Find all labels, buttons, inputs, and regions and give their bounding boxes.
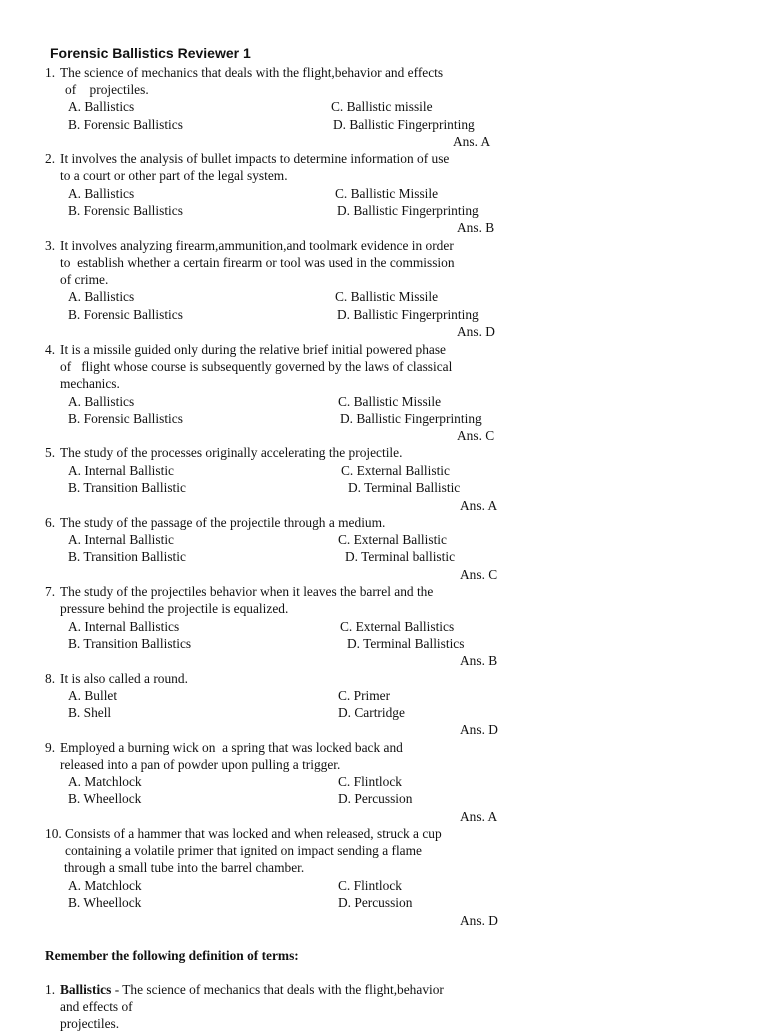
option-c: C. Ballistic Missile xyxy=(335,186,439,201)
option-a: A. Internal Ballistic xyxy=(68,463,174,478)
option-c: C. Ballistic Missile xyxy=(335,289,439,304)
question-text: to a court or other part of the legal system. xyxy=(60,168,288,183)
question-text: It involves analyzing firearm,ammunition,and toolmark evidence in order xyxy=(60,238,454,253)
question-text: The study of the projectiles behavior when it leaves the barrel and the xyxy=(60,584,434,599)
question-text: of flight whose course is subsequently governed by the laws of classical xyxy=(60,359,453,374)
answer: Ans. A xyxy=(453,134,491,149)
option-d: D. Terminal Ballistics xyxy=(347,636,465,651)
question-number: 8. xyxy=(45,671,56,686)
option-a: A. Internal Ballistics xyxy=(68,619,180,634)
option-b: B. Transition Ballistic xyxy=(68,549,186,564)
option-d: D. Percussion xyxy=(338,791,413,806)
option-b: B. Forensic Ballistics xyxy=(68,411,183,426)
definition-number: 1. xyxy=(45,982,56,997)
question-number: 2. xyxy=(45,151,56,166)
question-number: 7. xyxy=(45,584,56,599)
definition-text: projectiles. xyxy=(60,1016,120,1031)
question-text: It is a missile guided only during the relative brief initial powered phase xyxy=(60,342,446,357)
option-a: A. Matchlock xyxy=(68,878,142,893)
question-number: 3. xyxy=(45,238,56,253)
question-text: The study of the processes originally accelerating the projectile. xyxy=(60,445,403,460)
question-text: pressure behind the projectile is equalized. xyxy=(60,601,289,616)
answer: Ans. D xyxy=(457,324,495,339)
option-b: B. Forensic Ballistics xyxy=(68,117,183,132)
option-d: D. Ballistic Fingerprinting xyxy=(337,307,479,322)
option-c: C. External Ballistic xyxy=(341,463,450,478)
page-title: Forensic Ballistics Reviewer 1 xyxy=(50,45,251,61)
option-d: D. Terminal Ballistic xyxy=(348,480,461,495)
option-b: B. Wheellock xyxy=(68,791,142,806)
definitions-heading: Remember the following definition of terms: xyxy=(45,948,299,963)
option-a: A. Bullet xyxy=(68,688,118,703)
question-text: The science of mechanics that deals with the flight,behavior and effects xyxy=(60,65,444,80)
option-b: B. Transition Ballistic xyxy=(68,480,186,495)
question-text: through a small tube into the barrel chamber. xyxy=(64,860,305,875)
question-number: 4. xyxy=(45,342,56,357)
option-c: C. Flintlock xyxy=(338,774,402,789)
option-b: B. Forensic Ballistics xyxy=(68,307,183,322)
option-b: B. Wheellock xyxy=(68,895,142,910)
option-a: A. Ballistics xyxy=(68,99,135,114)
option-b: B. Shell xyxy=(68,705,112,720)
option-b: B. Transition Ballistics xyxy=(68,636,192,651)
question-number: 6. xyxy=(45,515,56,530)
option-d: D. Cartridge xyxy=(338,705,405,720)
definition-text: - The science of mechanics that deals with the flight,behavior xyxy=(111,982,444,997)
question-text: of projectiles. xyxy=(65,82,149,97)
question-text: containing a volatile primer that ignited on impact sending a flame xyxy=(65,843,422,858)
answer: Ans. A xyxy=(460,809,498,824)
definition-text: and effects of xyxy=(60,999,133,1014)
question-number: 5. xyxy=(45,445,56,460)
question-text: to establish whether a certain firearm or tool was used in the commission xyxy=(60,255,455,270)
option-a: A. Ballistics xyxy=(68,394,135,409)
question-number: 10. xyxy=(45,826,62,841)
option-d: D. Percussion xyxy=(338,895,413,910)
option-d: D. Ballistic Fingerprinting xyxy=(333,117,475,132)
option-b: B. Forensic Ballistics xyxy=(68,203,183,218)
answer: Ans. D xyxy=(460,722,498,737)
option-d: D. Terminal ballistic xyxy=(345,549,456,564)
question-text: The study of the passage of the projectile through a medium. xyxy=(60,515,386,530)
answer: Ans. B xyxy=(457,220,495,235)
option-d: D. Ballistic Fingerprinting xyxy=(337,203,479,218)
option-a: A. Internal Ballistic xyxy=(68,532,174,547)
option-c: C. Ballistic Missile xyxy=(338,394,442,409)
option-a: A. Ballistics xyxy=(68,289,135,304)
answer: Ans. D xyxy=(460,913,498,928)
answer: Ans. C xyxy=(460,567,498,582)
option-a: A. Matchlock xyxy=(68,774,142,789)
question-text: It involves the analysis of bullet impacts to determine information of use xyxy=(60,151,450,166)
definition-term: Ballistics xyxy=(60,982,112,997)
answer: Ans. B xyxy=(460,653,498,668)
answer: Ans. A xyxy=(460,498,498,513)
question-text: Employed a burning wick on a spring that was locked back and xyxy=(60,740,403,755)
question-text: of crime. xyxy=(60,272,109,287)
definition-line xyxy=(60,981,444,998)
question-text: mechanics. xyxy=(60,376,120,391)
option-c: C. External Ballistics xyxy=(340,619,455,634)
question-number: 1. xyxy=(45,65,56,80)
option-c: C. External Ballistic xyxy=(338,532,447,547)
question-number: 9. xyxy=(45,740,56,755)
answer: Ans. C xyxy=(457,428,495,443)
question-text: Consists of a hammer that was locked and when released, struck a cup xyxy=(65,826,442,841)
question-text: It is also called a round. xyxy=(60,671,188,686)
option-c: C. Ballistic missile xyxy=(331,99,433,114)
option-d: D. Ballistic Fingerprinting xyxy=(340,411,482,426)
option-c: C. Flintlock xyxy=(338,878,402,893)
option-a: A. Ballistics xyxy=(68,186,135,201)
question-text: released into a pan of powder upon pulling a trigger. xyxy=(60,757,341,772)
option-c: C. Primer xyxy=(338,688,391,703)
